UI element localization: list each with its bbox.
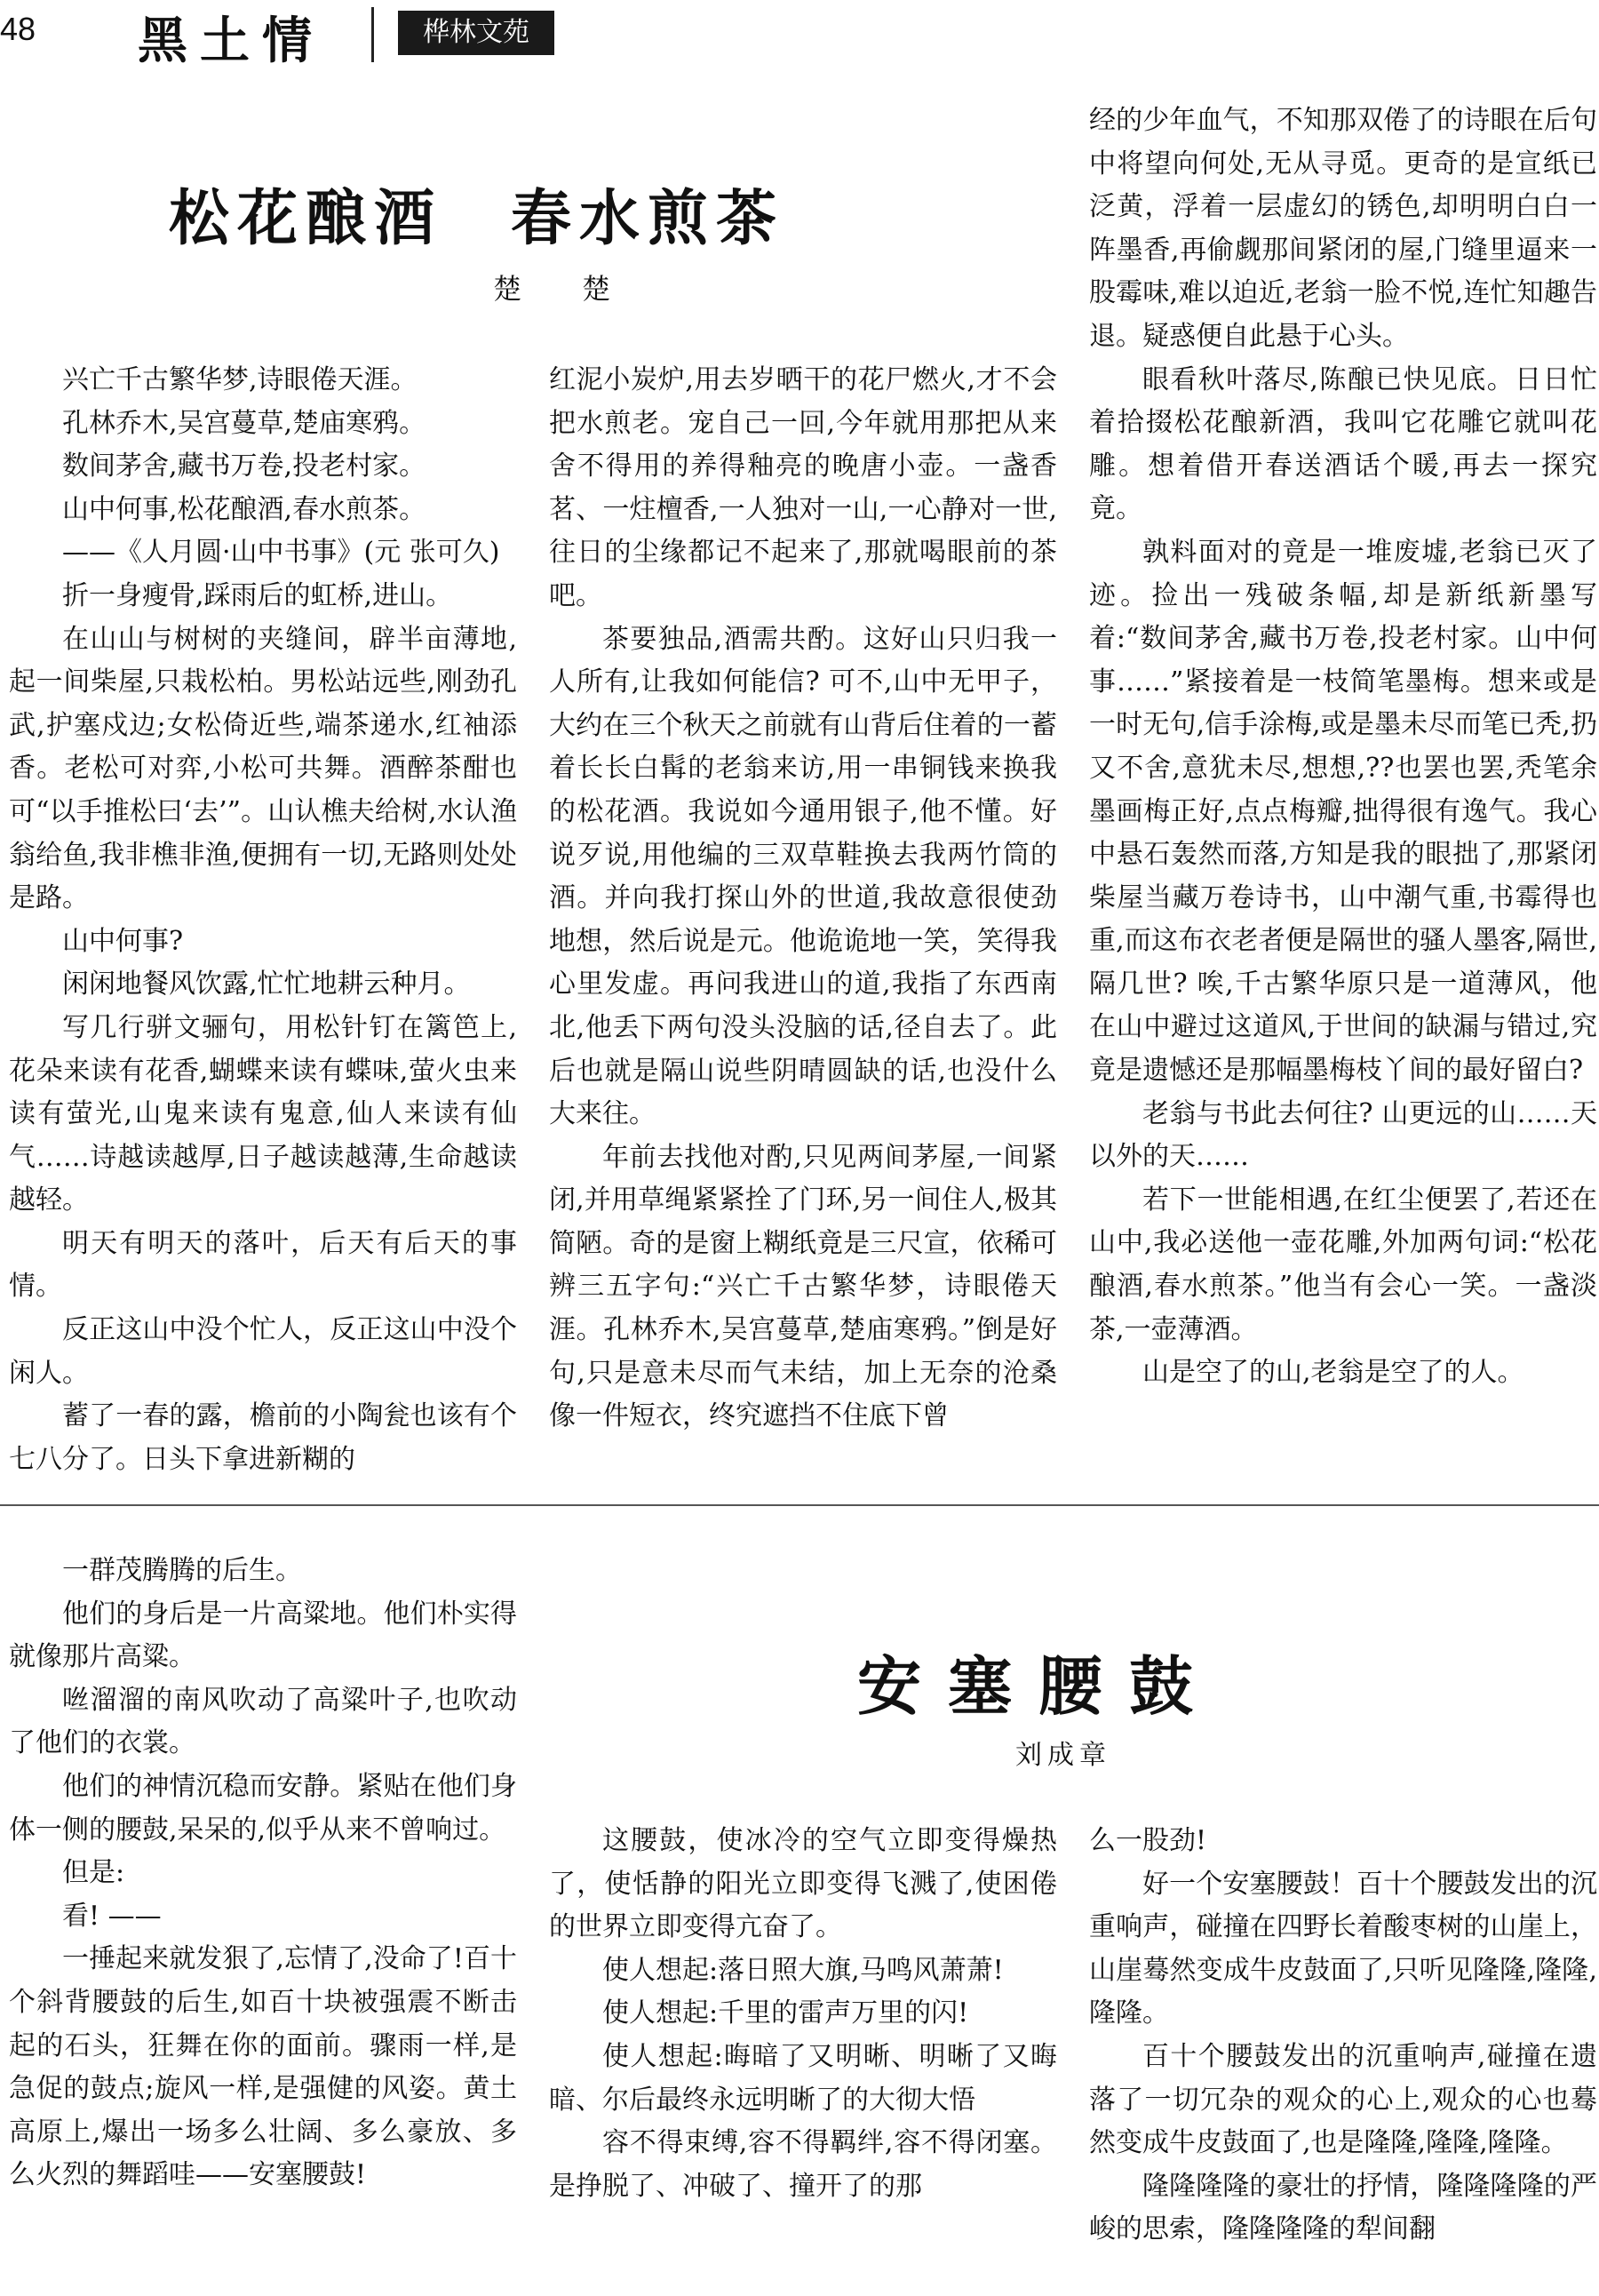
section-tag: 桦林文苑 (398, 11, 554, 55)
paragraph: 老翁与书此去何往? 山更远的山……天以外的天…… (1089, 1097, 1597, 1173)
paragraph: 他们的神情沉稳而安静。紧贴在他们身体一侧的腰鼓,呆呆的,似乎从来不曾响过。 (9, 1770, 517, 1846)
paragraph: 隆隆隆隆的豪壮的抒情，隆隆隆隆的严峻的思索，隆隆隆隆的犁间翻 (1089, 2170, 1597, 2245)
paragraph: 孰料面对的竟是一堆废墟,老翁已灭了迹。捡出一残破条幅,却是新纸新墨写着:“数间茅舍,藏书万卷,投老村家。山中何事……”紧接着是一枝简笔墨梅。想来或是一时无句,信手涂梅,或是墨未尽而笔已秃,扔又不舍,意犹未尽,想想,??也罢也罢,秃笔余墨画梅正好,点点梅瓣,拙得很有逸气。我心中悬石轰然而落,方知是我的眼拙了,那紧闭柴屋当藏万卷诗书，山中潮气重,书霉得也重,而这布衣老者便是隔世的骚人墨客,隔世,隔几世? 唉,千古繁华原只是一道薄风，他在山中避过这道风,于世间的缺漏与错过,究竟是遗憾还是那幅墨梅枝丫间的最好留白? (1089, 536, 1597, 1087)
paragraph: 但是: (62, 1857, 125, 1889)
paragraph: 蓄了一春的露，檐前的小陶瓮也该有个七八分了。日头下拿进新糊的 (9, 1400, 517, 1475)
paragraph: 容不得束缚,容不得羁绊,容不得闭塞。是挣脱了、冲破了、撞开了的那 (549, 2127, 1057, 2202)
paragraph: 若下一世能相遇,在红尘便罢了,若还在山中,我必送他一壶花雕,外加两句词:“松花酿酒,春水煎茶。”他当有会心一笑。一盏淡茶,一壶薄酒。 (1089, 1184, 1597, 1345)
paragraph: 折一身瘦骨,踩雨后的虹桥,进山。 (62, 579, 453, 611)
magazine-logo: 黑土情 (138, 12, 324, 70)
article1-column-2 (549, 359, 1057, 1439)
paragraph: 闲闲地餐风饮露,忙忙地耕云种月。 (62, 969, 471, 1001)
article2-column-3 (1089, 1820, 1597, 2252)
paragraph: 山是空了的山,老翁是空了的人。 (1142, 1357, 1524, 1389)
article-author: 刘成章 (1015, 1740, 1111, 1771)
paragraph: 年前去找他对酌,只见两间茅屋,一间紧闭,并用草绳紧紧拴了门环,另一间住人,极其简陋。奇的是窗上糊纸竟是三尺宣，依稀可辨三五字句:“兴亡千古繁华梦，诗眼倦天涯。孔林乔木,吴宫蔓草,楚庙寒鸦。”倒是好句,只是意未尽而气未结，加上无奈的沧桑像一件短衣，终究遮挡不住底下曾 (549, 1141, 1057, 1432)
paragraph: 明天有明天的落叶，后天有后天的事情。 (9, 1227, 517, 1303)
page-number: 48 (0, 11, 36, 47)
paragraph: 使人想起:晦暗了又明晰、明晰了又晦暗、尔后最终永远明晰了的大彻大悟 (549, 2040, 1057, 2116)
article-author: 楚 楚 (493, 272, 627, 306)
paragraph: 一捶起来就发狠了,忘情了,没命了!百十个斜背腰鼓的后生,如百十块被强震不断击起的石头，狂舞在你的面前。骤雨一样,是急促的鼓点;旋风一样,是强健的风姿。黄土高原上,爆出一场多么壮阔、多么豪放、多么火烈的舞蹈哇——安塞腰鼓! (9, 1943, 517, 2191)
poem-line: 山中何事,松花酿酒,春水煎茶。 (62, 493, 426, 525)
article1-column-3 (1089, 100, 1597, 1395)
paragraph: 看! —— (62, 1900, 162, 1932)
paragraph: 他们的身后是一片高粱地。他们朴实得就像那片高粱。 (9, 1598, 517, 1673)
paragraph: 么一股劲! (1089, 1825, 1207, 1856)
paragraph: 在山山与树树的夹缝间，辟半亩薄地,起一间柴屋,只栽松柏。男松站远些,刚劲孔武,护塞戍边;女松倚近些,端茶递水,红袖添香。老松可对弈,小松可共舞。酒醉茶酣也可“以手推松曰‘去’”。山认樵夫给树,水认渔翁给鱼,我非樵非渔,便拥有一切,无路则处处是路。 (9, 623, 517, 914)
article-title: 安塞腰鼓 (857, 1648, 1221, 1724)
article1-column-1 (9, 359, 517, 1481)
paragraph: 一群茂腾腾的后生。 (62, 1555, 302, 1586)
paragraph: 咝溜溜的南风吹动了高粱叶子,也吹动了他们的衣裳。 (9, 1684, 517, 1759)
article2-column-1 (9, 1550, 517, 2197)
paragraph: 红泥小炭炉,用去岁晒干的花尸燃火,才不会把水煎老。宠自己一回,今年就用那把从来舍不得用的养得釉亮的晚唐小壶。一盏香茗、一炷檀香,一人独对一山,一心静对一世,往日的尘缘都记不起来了,那就喝眼前的茶吧。 (549, 364, 1057, 611)
paragraph: 使人想起:千里的雷声万里的闪! (602, 1997, 969, 2029)
article-title: 松花酿酒 春水煎茶 (169, 183, 785, 254)
paragraph: 反正这山中没个忙人，反正这山中没个闲人。 (9, 1314, 517, 1389)
header-divider (371, 7, 374, 62)
paragraph: 使人想起:落日照大旗,马鸣风萧萧! (602, 1954, 1004, 1986)
poem-line: 兴亡千古繁华梦,诗眼倦天涯。 (62, 364, 418, 395)
poem-citation: ——《人月圆·山中书事》(元 张可久) (62, 537, 500, 569)
paragraph: 经的少年血气，不知那双倦了的诗眼在后句中将望向何处,无从寻觅。更奇的是宣纸已泛黄，浮着一层虚幻的锈色,却明明白白一阵墨香,再偷觑那间紧闭的屋,门缝里逼来一股霉味,难以迫近,老翁一脸不悦,连忙知趣告退。疑惑便自此悬于心头。 (1089, 105, 1597, 352)
poem-line: 孔林乔木,吴宫蔓草,楚庙寒鸦。 (62, 407, 426, 439)
paragraph: 茶要独品,酒需共酌。这好山只归我一人所有,让我如何能信? 可不,山中无甲子，大约在三个秋天之前就有山背后住着的一蓄着长长白髯的老翁来访,用一串铜钱来换我的松花酒。我说如今通用银子,他不懂。好说歹说,用他编的三双草鞋换去我两竹筒的酒。并向我打探山外的世道,我故意很使劲地想，然后说是元。他诡诡地一笑，笑得我心里发虚。再问我进山的道,我指了东西南北,他丢下两句没头没脑的话,径自去了。此后也就是隔山说些阴晴圆缺的话,也没什么大来往。 (549, 623, 1057, 1130)
paragraph: 写几行骈文骊句，用松针钉在篱笆上,花朵来读有花香,蝴蝶来读有蝶味,萤火虫来读有萤光,山鬼来读有鬼意,仙人来读有仙气……诗越读越厚,日子越读越薄,生命越读越轻。 (9, 1011, 517, 1216)
article2-column-2 (549, 1820, 1057, 2208)
article-divider (0, 1504, 1599, 1506)
paragraph: 好一个安塞腰鼓！百十个腰鼓发出的沉重响声，碰撞在四野长着酸枣树的山崖上，山崖蓦然变成牛皮鼓面了,只听见隆隆,隆隆,隆隆。 (1089, 1868, 1597, 2029)
paragraph: 山中何事? (62, 925, 184, 957)
paragraph: 百十个腰鼓发出的沉重响声,碰撞在遗落了一切冗杂的观众的心上,观众的心也蓦然变成牛皮鼓面了,也是隆隆,隆隆,隆隆。 (1089, 2040, 1597, 2159)
paragraph: 这腰鼓，使冰冷的空气立即变得燥热了，使恬静的阳光立即变得飞溅了,使困倦的世界立即变得亢奋了。 (549, 1825, 1057, 1943)
poem-line: 数间茅舍,藏书万卷,投老村家。 (62, 450, 426, 482)
paragraph: 眼看秋叶落尽,陈酿已快见底。日日忙着拾掇松花酿新酒，我叫它花雕它就叫花雕。想着借开春送酒话个暖,再去一探究竟。 (1089, 363, 1597, 525)
